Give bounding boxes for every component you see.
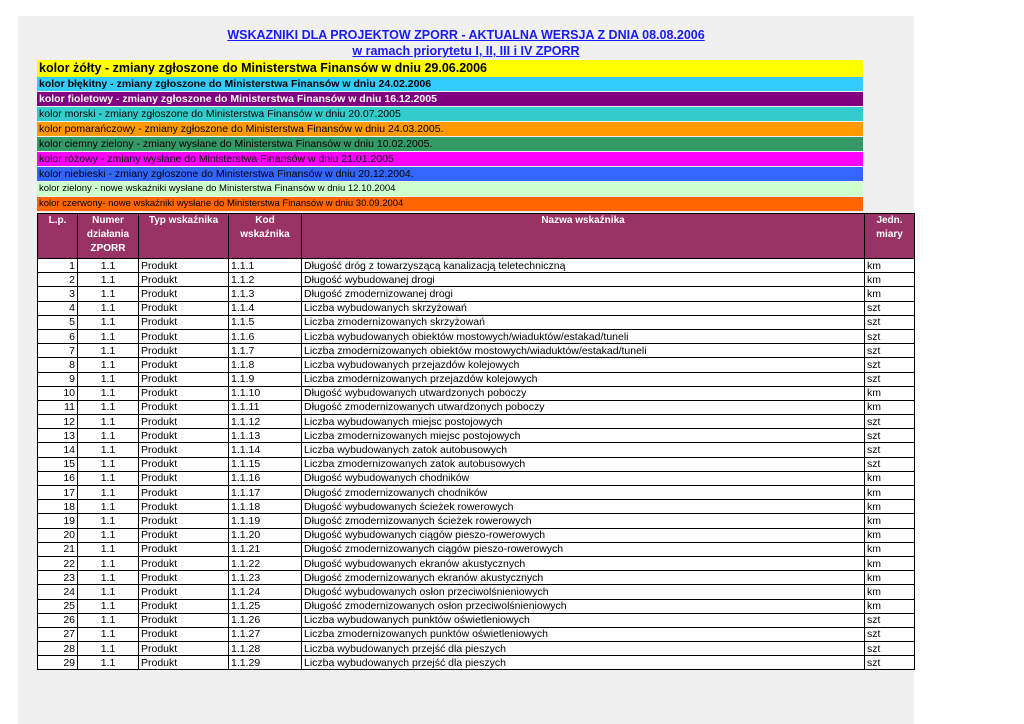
cell-numer: 1.1 <box>78 415 139 429</box>
cell-nazwa: Długość wybudowanych ścieżek rowerowych <box>302 500 865 514</box>
cell-jedn: szt <box>865 443 915 457</box>
legend-item: kolor morski - zmiany zgłoszone do Ministerstwa Finansów w dniu 20.07.2005 <box>37 107 863 121</box>
cell-typ: Produkt <box>139 329 229 343</box>
cell-jedn: km <box>865 556 915 570</box>
cell-jedn: szt <box>865 329 915 343</box>
cell-lp: 6 <box>38 329 78 343</box>
cell-nazwa: Liczba wybudowanych miejsc postojowych <box>302 415 865 429</box>
legend-item: kolor fioletowy - zmiany zgłoszone do Ministerstwa Finansów w dniu 16.12.2005 <box>37 92 863 106</box>
cell-lp: 2 <box>38 273 78 287</box>
cell-numer: 1.1 <box>78 301 139 315</box>
cell-numer: 1.1 <box>78 372 139 386</box>
cell-numer: 1.1 <box>78 627 139 641</box>
cell-kod: 1.1.24 <box>229 585 302 599</box>
table-row <box>38 500 915 514</box>
cell-kod: 1.1.13 <box>229 429 302 443</box>
cell-nazwa: Długość zmodernizowanych utwardzonych poboczy <box>302 400 865 414</box>
cell-jedn: szt <box>865 344 915 358</box>
cell-nazwa: Liczba zmodernizowanych zatok autobusowych <box>302 457 865 471</box>
table-row <box>38 273 915 287</box>
cell-jedn: szt <box>865 457 915 471</box>
cell-nazwa: Długość wybudowanej drogi <box>302 273 865 287</box>
cell-nazwa: Długość zmodernizowanych ciągów pieszo-rowerowych <box>302 542 865 556</box>
cell-typ: Produkt <box>139 471 229 485</box>
table-row <box>38 585 915 599</box>
cell-jedn: szt <box>865 642 915 656</box>
header-kod-wskaznika: Kod wskaźnika <box>229 214 302 259</box>
legend-item: kolor błękitny - zmiany zgłoszone do Ministerstwa Finansów w dniu 24.02.2006 <box>37 77 863 91</box>
legend-item: kolor ciemny zielony - zmiany wysłane do Ministerstwa Finansów w dniu 10.02.2005. <box>37 137 863 151</box>
cell-typ: Produkt <box>139 556 229 570</box>
cell-lp: 21 <box>38 542 78 556</box>
table-row <box>38 429 915 443</box>
table-row <box>38 514 915 528</box>
cell-jedn: km <box>865 486 915 500</box>
cell-numer: 1.1 <box>78 259 139 273</box>
cell-lp: 26 <box>38 613 78 627</box>
cell-lp: 27 <box>38 627 78 641</box>
table-row <box>38 386 915 400</box>
cell-typ: Produkt <box>139 642 229 656</box>
cell-typ: Produkt <box>139 301 229 315</box>
cell-jedn: km <box>865 500 915 514</box>
cell-jedn: szt <box>865 415 915 429</box>
cell-jedn: km <box>865 259 915 273</box>
cell-numer: 1.1 <box>78 429 139 443</box>
cell-numer: 1.1 <box>78 457 139 471</box>
cell-nazwa: Liczba wybudowanych przejazdów kolejowych <box>302 358 865 372</box>
cell-typ: Produkt <box>139 259 229 273</box>
cell-lp: 8 <box>38 358 78 372</box>
cell-typ: Produkt <box>139 571 229 585</box>
cell-nazwa: Liczba wybudowanych punktów oświetleniowych <box>302 613 865 627</box>
header-numer-dzialania: Numer działania ZPORR <box>78 214 139 259</box>
cell-kod: 1.1.14 <box>229 443 302 457</box>
cell-numer: 1.1 <box>78 315 139 329</box>
cell-kod: 1.1.19 <box>229 514 302 528</box>
table-row <box>38 301 915 315</box>
cell-kod: 1.1.20 <box>229 528 302 542</box>
cell-kod: 1.1.28 <box>229 642 302 656</box>
cell-numer: 1.1 <box>78 400 139 414</box>
cell-typ: Produkt <box>139 358 229 372</box>
cell-kod: 1.1.3 <box>229 287 302 301</box>
cell-kod: 1.1.10 <box>229 386 302 400</box>
cell-kod: 1.1.17 <box>229 486 302 500</box>
cell-kod: 1.1.25 <box>229 599 302 613</box>
cell-kod: 1.1.26 <box>229 613 302 627</box>
cell-numer: 1.1 <box>78 443 139 457</box>
cell-typ: Produkt <box>139 528 229 542</box>
table-row <box>38 358 915 372</box>
cell-numer: 1.1 <box>78 358 139 372</box>
cell-nazwa: Długość zmodernizowanej drogi <box>302 287 865 301</box>
cell-nazwa: Długość wybudowanych utwardzonych poboczy <box>302 386 865 400</box>
header-lp: L.p. <box>38 214 78 259</box>
cell-lp: 24 <box>38 585 78 599</box>
cell-jedn: szt <box>865 613 915 627</box>
header-jedn-miary: Jedn. miary <box>865 214 915 259</box>
cell-typ: Produkt <box>139 344 229 358</box>
cell-typ: Produkt <box>139 599 229 613</box>
cell-typ: Produkt <box>139 315 229 329</box>
cell-kod: 1.1.12 <box>229 415 302 429</box>
cell-lp: 7 <box>38 344 78 358</box>
cell-nazwa: Długość wybudowanych osłon przeciwolśnieniowych <box>302 585 865 599</box>
legend-item: kolor żółty - zmiany zgłoszone do Ministerstwa Finansów w dniu 29.06.2006 <box>37 60 863 77</box>
table-row <box>38 471 915 485</box>
legend-item: kolor niebieski - zmiany zgłoszone do Ministerstwa Finansów w dniu 20.12.2004. <box>37 167 863 181</box>
cell-typ: Produkt <box>139 514 229 528</box>
indicators-table <box>37 213 915 670</box>
cell-nazwa: Liczba wybudowanych zatok autobusowych <box>302 443 865 457</box>
cell-numer: 1.1 <box>78 599 139 613</box>
cell-nazwa: Liczba wybudowanych przejść dla pieszych <box>302 656 865 670</box>
cell-kod: 1.1.5 <box>229 315 302 329</box>
table-row <box>38 372 915 386</box>
legend-item: kolor pomarańczowy - zmiany zgłoszone do Ministerstwa Finansów w dniu 24.03.2005. <box>37 122 863 136</box>
cell-kod: 1.1.18 <box>229 500 302 514</box>
table-header-row <box>38 214 915 259</box>
cell-nazwa: Długość wybudowanych chodników <box>302 471 865 485</box>
cell-jedn: km <box>865 542 915 556</box>
cell-numer: 1.1 <box>78 500 139 514</box>
cell-lp: 1 <box>38 259 78 273</box>
cell-numer: 1.1 <box>78 642 139 656</box>
cell-jedn: km <box>865 400 915 414</box>
cell-kod: 1.1.4 <box>229 301 302 315</box>
cell-jedn: km <box>865 386 915 400</box>
cell-nazwa: Długość wybudowanych ciągów pieszo-rowerowych <box>302 528 865 542</box>
cell-jedn: km <box>865 514 915 528</box>
cell-nazwa: Długość zmodernizowanych chodników <box>302 486 865 500</box>
cell-jedn: szt <box>865 358 915 372</box>
cell-numer: 1.1 <box>78 486 139 500</box>
cell-lp: 29 <box>38 656 78 670</box>
cell-nazwa: Długość wybudowanych ekranów akustycznych <box>302 556 865 570</box>
cell-nazwa: Liczba wybudowanych obiektów mostowych/wiaduktów/estakad/tuneli <box>302 329 865 343</box>
cell-lp: 3 <box>38 287 78 301</box>
cell-kod: 1.1.15 <box>229 457 302 471</box>
cell-kod: 1.1.2 <box>229 273 302 287</box>
cell-nazwa: Liczba zmodernizowanych skrzyżowań <box>302 315 865 329</box>
legend-item: kolor czerwony- nowe wskaźniki wysłane do Ministerstwa Finansów w dniu 30.09.2004 <box>37 197 863 211</box>
table-row <box>38 287 915 301</box>
table-row <box>38 443 915 457</box>
cell-lp: 17 <box>38 486 78 500</box>
table-row <box>38 344 915 358</box>
page-title: WSKAZNIKI DLA PROJEKTOW ZPORR - AKTUALNA WERSJA Z DNIA 08.08.2006 <box>227 28 705 42</box>
cell-lp: 18 <box>38 500 78 514</box>
cell-typ: Produkt <box>139 457 229 471</box>
page-subtitle: w ramach priorytetu I, II, III i IV ZPORR <box>352 44 580 58</box>
cell-typ: Produkt <box>139 443 229 457</box>
cell-numer: 1.1 <box>78 273 139 287</box>
cell-typ: Produkt <box>139 613 229 627</box>
cell-numer: 1.1 <box>78 656 139 670</box>
cell-numer: 1.1 <box>78 471 139 485</box>
cell-lp: 28 <box>38 642 78 656</box>
table-row <box>38 542 915 556</box>
cell-kod: 1.1.23 <box>229 571 302 585</box>
table-row <box>38 613 915 627</box>
table-row <box>38 571 915 585</box>
table-row <box>38 642 915 656</box>
cell-nazwa: Liczba zmodernizowanych miejsc postojowych <box>302 429 865 443</box>
cell-typ: Produkt <box>139 627 229 641</box>
cell-lp: 16 <box>38 471 78 485</box>
cell-kod: 1.1.6 <box>229 329 302 343</box>
table-row <box>38 259 915 273</box>
cell-nazwa: Długość zmodernizowanych ścieżek rowerowych <box>302 514 865 528</box>
cell-lp: 15 <box>38 457 78 471</box>
table-row <box>38 656 915 670</box>
cell-numer: 1.1 <box>78 585 139 599</box>
cell-jedn: km <box>865 571 915 585</box>
cell-jedn: szt <box>865 656 915 670</box>
cell-lp: 22 <box>38 556 78 570</box>
table-row <box>38 329 915 343</box>
cell-typ: Produkt <box>139 415 229 429</box>
cell-nazwa: Długość zmodernizowanych osłon przeciwolśnieniowych <box>302 599 865 613</box>
cell-typ: Produkt <box>139 500 229 514</box>
cell-numer: 1.1 <box>78 542 139 556</box>
cell-numer: 1.1 <box>78 329 139 343</box>
cell-kod: 1.1.1 <box>229 259 302 273</box>
cell-numer: 1.1 <box>78 613 139 627</box>
cell-lp: 13 <box>38 429 78 443</box>
table-row <box>38 415 915 429</box>
cell-numer: 1.1 <box>78 287 139 301</box>
legend-item: kolor zielony - nowe wskaźniki wysłane do Ministerstwa Finansów w dniu 12.10.2004 <box>37 182 863 196</box>
cell-nazwa: Długość dróg z towarzyszącą kanalizacją teletechniczną <box>302 259 865 273</box>
cell-typ: Produkt <box>139 542 229 556</box>
cell-typ: Produkt <box>139 372 229 386</box>
cell-jedn: km <box>865 287 915 301</box>
cell-lp: 9 <box>38 372 78 386</box>
cell-typ: Produkt <box>139 429 229 443</box>
table-row <box>38 315 915 329</box>
table-row <box>38 528 915 542</box>
cell-nazwa: Liczba zmodernizowanych punktów oświetleniowych <box>302 627 865 641</box>
cell-lp: 4 <box>38 301 78 315</box>
cell-kod: 1.1.22 <box>229 556 302 570</box>
table-row <box>38 486 915 500</box>
cell-typ: Produkt <box>139 386 229 400</box>
cell-kod: 1.1.11 <box>229 400 302 414</box>
table-row <box>38 556 915 570</box>
table-row <box>38 400 915 414</box>
cell-jedn: szt <box>865 315 915 329</box>
cell-kod: 1.1.7 <box>229 344 302 358</box>
cell-jedn: szt <box>865 372 915 386</box>
cell-numer: 1.1 <box>78 386 139 400</box>
cell-nazwa: Liczba wybudowanych przejść dla pieszych <box>302 642 865 656</box>
cell-numer: 1.1 <box>78 344 139 358</box>
cell-kod: 1.1.9 <box>229 372 302 386</box>
table-row <box>38 457 915 471</box>
cell-lp: 23 <box>38 571 78 585</box>
header-typ-wskaznika: Typ wskaźnika <box>139 214 229 259</box>
cell-nazwa: Długość zmodernizowanych ekranów akustycznych <box>302 571 865 585</box>
cell-kod: 1.1.16 <box>229 471 302 485</box>
cell-lp: 14 <box>38 443 78 457</box>
cell-numer: 1.1 <box>78 528 139 542</box>
cell-lp: 5 <box>38 315 78 329</box>
legend-item: kolor różowy - zmiany wysłane do Ministerstwa Finansów w dniu 21.01.2005 <box>37 152 863 166</box>
cell-jedn: km <box>865 585 915 599</box>
cell-typ: Produkt <box>139 585 229 599</box>
cell-jedn: km <box>865 273 915 287</box>
cell-lp: 10 <box>38 386 78 400</box>
cell-jedn: km <box>865 528 915 542</box>
cell-lp: 19 <box>38 514 78 528</box>
cell-typ: Produkt <box>139 273 229 287</box>
cell-typ: Produkt <box>139 656 229 670</box>
cell-nazwa: Liczba zmodernizowanych obiektów mostowych/wiaduktów/estakad/tuneli <box>302 344 865 358</box>
cell-jedn: km <box>865 471 915 485</box>
header-nazwa-wskaznika: Nazwa wskaźnika <box>302 214 865 259</box>
cell-kod: 1.1.8 <box>229 358 302 372</box>
cell-numer: 1.1 <box>78 514 139 528</box>
cell-lp: 20 <box>38 528 78 542</box>
cell-numer: 1.1 <box>78 571 139 585</box>
cell-lp: 12 <box>38 415 78 429</box>
cell-kod: 1.1.21 <box>229 542 302 556</box>
cell-jedn: km <box>865 599 915 613</box>
cell-jedn: szt <box>865 627 915 641</box>
cell-jedn: szt <box>865 429 915 443</box>
cell-jedn: szt <box>865 301 915 315</box>
cell-lp: 25 <box>38 599 78 613</box>
cell-kod: 1.1.29 <box>229 656 302 670</box>
cell-lp: 11 <box>38 400 78 414</box>
cell-typ: Produkt <box>139 400 229 414</box>
table-row <box>38 599 915 613</box>
cell-typ: Produkt <box>139 486 229 500</box>
cell-nazwa: Liczba zmodernizowanych przejazdów kolejowych <box>302 372 865 386</box>
cell-nazwa: Liczba wybudowanych skrzyżowań <box>302 301 865 315</box>
cell-numer: 1.1 <box>78 556 139 570</box>
cell-kod: 1.1.27 <box>229 627 302 641</box>
table-row <box>38 627 915 641</box>
cell-typ: Produkt <box>139 287 229 301</box>
